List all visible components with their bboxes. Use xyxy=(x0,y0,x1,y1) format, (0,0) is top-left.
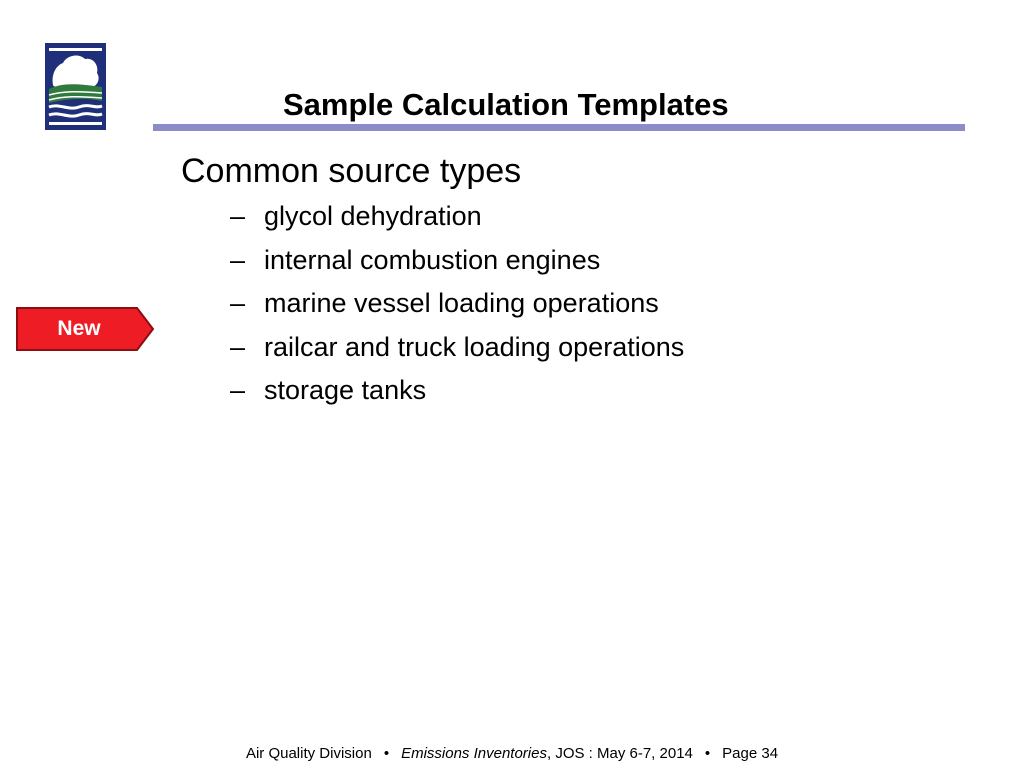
footer-separator: • xyxy=(704,745,711,762)
dash-bullet: – xyxy=(230,288,246,318)
source-types-list xyxy=(230,196,684,414)
dash-bullet: – xyxy=(230,331,246,362)
agency-logo-icon xyxy=(45,43,106,130)
slide-title: Sample Calculation Templates xyxy=(283,87,729,122)
title-divider xyxy=(153,124,965,131)
list-item-text: storage tanks xyxy=(264,375,427,405)
dash-bullet: – xyxy=(230,375,246,405)
footer-separator: • xyxy=(383,745,390,762)
dash-bullet: – xyxy=(230,244,246,275)
list-item-text: marine vessel loading operations xyxy=(264,288,659,318)
main-bullet: Common source types xyxy=(181,152,522,190)
list-item xyxy=(230,327,684,371)
footer xyxy=(0,744,1024,764)
list-item-text: internal combustion engines xyxy=(264,244,601,275)
footer-event-title: Emissions Inventories xyxy=(401,745,547,762)
footer-division: Air Quality Division xyxy=(245,745,372,762)
list-item-text: glycol dehydration xyxy=(264,201,482,231)
dash-bullet: – xyxy=(230,201,246,231)
list-item xyxy=(230,283,684,327)
footer-event-details: , JOS : May 6-7, 2014 xyxy=(546,745,693,762)
list-item xyxy=(230,196,684,240)
new-tag xyxy=(15,306,155,352)
new-tag-label: New xyxy=(57,317,101,340)
list-item-text: railcar and truck loading operations xyxy=(264,331,685,362)
list-item xyxy=(230,370,684,414)
list-item xyxy=(230,240,684,284)
footer-page-number: Page 34 xyxy=(722,745,779,762)
